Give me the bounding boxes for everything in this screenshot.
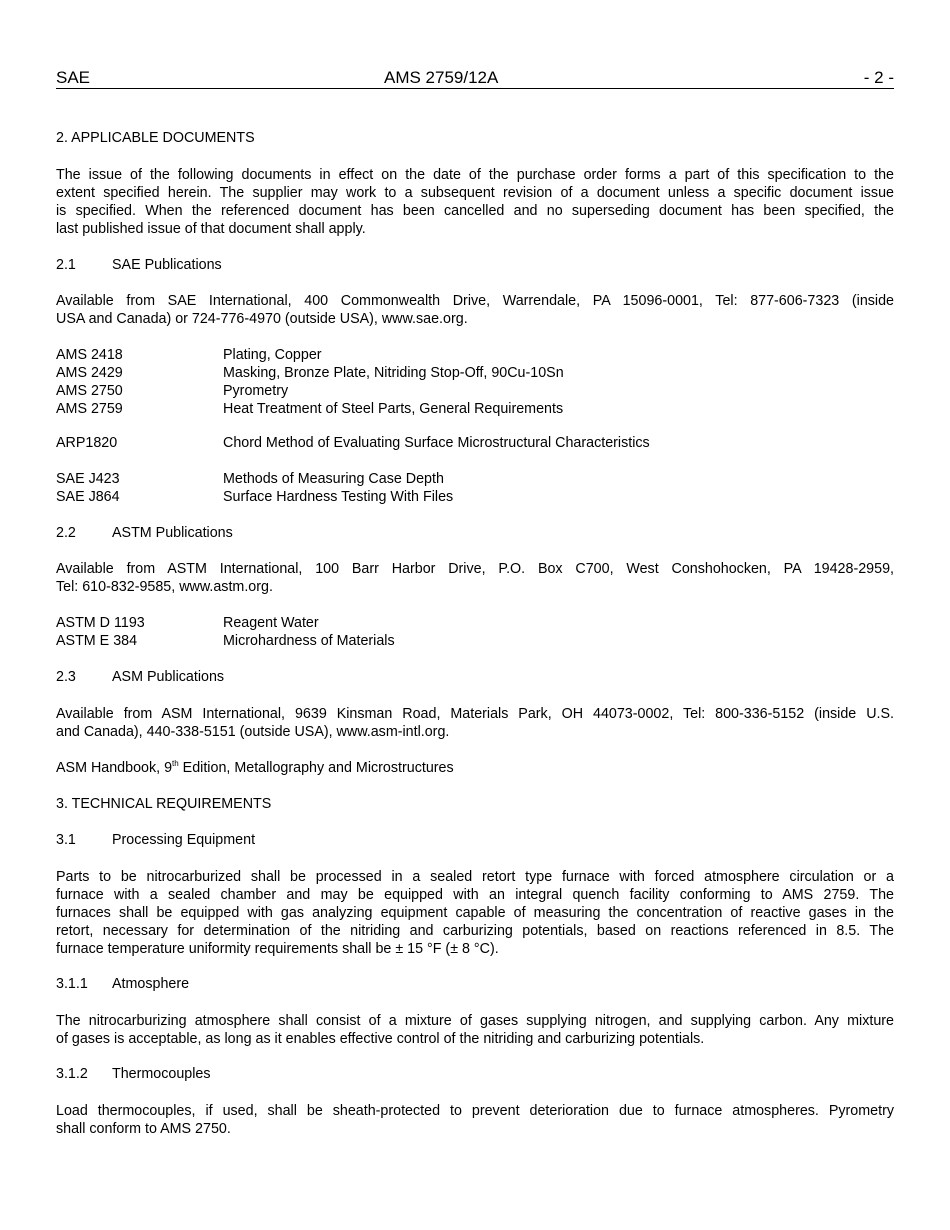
reference-title: Surface Hardness Testing With Files [223, 489, 454, 505]
reference-row [56, 382, 894, 400]
paragraph-line: Load thermocouples, if used, shall be sheath-protected to prevent deterioration due to furnace atmospheres. Pyrometry [56, 1103, 894, 1119]
section-number: 3.1.2 [56, 1066, 88, 1082]
paragraph-line: USA and Canada) or 724-776-4970 (outside USA), www.sae.org. [56, 311, 468, 327]
sae-reference-list [56, 346, 894, 418]
reference-code: AMS 2759 [56, 401, 123, 417]
section-number: 2.3 [56, 669, 76, 685]
handbook-text: Edition, Metallography and Microstructures [178, 760, 454, 776]
reference-row [56, 488, 894, 506]
reference-code: SAE J864 [56, 489, 120, 505]
reference-title: Plating, Copper [223, 347, 322, 363]
reference-row [56, 400, 894, 418]
sae-j-reference-list [56, 470, 894, 506]
section-title: ASM Publications [112, 669, 225, 685]
reference-title: Microhardness of Materials [223, 633, 395, 649]
section-3-1-paragraph [56, 868, 894, 958]
reference-row [56, 632, 894, 650]
section-number: 2.2 [56, 525, 76, 541]
paragraph-line: of gases is acceptable, as long as it enables effective control of the nitriding and carburizing potentials. [56, 1031, 705, 1047]
paragraph-line: last published issue of that document shall apply. [56, 221, 366, 237]
reference-code: ASTM D 1193 [56, 615, 145, 631]
reference-code: AMS 2750 [56, 383, 123, 399]
paragraph-line: and Canada), 440-338-5151 (outside USA), www.asm-intl.org. [56, 724, 450, 740]
paragraph-line: The nitrocarburizing atmosphere shall consist of a mixture of gases supplying nitrogen, and supplying carbon. Any mixture [56, 1013, 894, 1029]
section-2-2-heading [56, 524, 894, 542]
paragraph-line: The issue of the following documents in effect on the date of the purchase order forms a part of this specification to the [56, 167, 894, 183]
reference-title: Chord Method of Evaluating Surface Microstructural Characteristics [223, 435, 650, 451]
paragraph-line: Available from ASTM International, 100 Barr Harbor Drive, P.O. Box C700, West Conshohocken, PA 19428-2959, [56, 561, 894, 577]
section-3-heading: 3. TECHNICAL REQUIREMENTS [56, 796, 272, 812]
reference-code: AMS 2429 [56, 365, 123, 381]
section-2-1-heading [56, 256, 894, 274]
section-2-paragraph [56, 166, 894, 238]
header-org: SAE [56, 68, 91, 87]
section-number: 2.1 [56, 257, 76, 273]
section-number: 3.1 [56, 832, 76, 848]
paragraph-line: extent specified herein. The supplier may work to a subsequent revision of a document unless a specific document issue [56, 185, 894, 201]
section-2-1-paragraph [56, 292, 894, 328]
asm-handbook-reference [56, 759, 894, 777]
section-title: Atmosphere [112, 976, 190, 992]
section-2-3-heading [56, 668, 894, 686]
paragraph-line: shall conform to AMS 2750. [56, 1121, 231, 1137]
reference-code: SAE J423 [56, 471, 120, 487]
paragraph-line: furnace temperature uniformity requirements shall be ± 15 °F (± 8 °C). [56, 941, 499, 957]
paragraph-line: furnace with a sealed chamber and may be equipped with an integral quench facility conforming to AMS 2759. The [56, 887, 894, 903]
reference-title: Masking, Bronze Plate, Nitriding Stop-Off, 90Cu-10Sn [223, 365, 564, 381]
paragraph-line: Available from ASM International, 9639 Kinsman Road, Materials Park, OH 44073-0002, Tel: 800-336-5152 (inside U.S. [56, 706, 894, 722]
section-3-1-heading [56, 831, 894, 849]
header-page-number: - 2 - [863, 68, 894, 87]
paragraph-line: Tel: 610-832-9585, www.astm.org. [56, 579, 273, 595]
reference-code: ARP1820 [56, 435, 118, 451]
astm-reference-list [56, 614, 894, 650]
reference-title: Reagent Water [223, 615, 319, 631]
handbook-superscript: th [172, 759, 179, 768]
section-title: ASTM Publications [112, 525, 233, 541]
reference-row [56, 346, 894, 364]
section-3-1-2-paragraph [56, 1102, 894, 1138]
section-3-1-1-paragraph [56, 1012, 894, 1048]
page-header [56, 68, 894, 89]
paragraph-line: is specified. When the referenced document has been cancelled and no superseding document has been specified, the [56, 203, 894, 219]
reference-row [56, 470, 894, 488]
section-title: Processing Equipment [112, 832, 256, 848]
paragraph-line: retort, necessary for determination of the nitriding and carburizing potentials, based on reactions referenced in 8.5. The [56, 923, 894, 939]
section-title: SAE Publications [112, 257, 222, 273]
section-2-2-paragraph [56, 560, 894, 596]
reference-code: ASTM E 384 [56, 633, 138, 649]
reference-title: Heat Treatment of Steel Parts, General Requirements [223, 401, 564, 417]
section-3-1-2-heading [56, 1065, 894, 1083]
reference-row [56, 434, 894, 452]
section-title: Thermocouples [112, 1066, 211, 1082]
reference-code: AMS 2418 [56, 347, 123, 363]
header-doc-number: AMS 2759/12A [384, 68, 499, 87]
reference-row [56, 614, 894, 632]
section-2-heading: 2. APPLICABLE DOCUMENTS [56, 130, 255, 146]
reference-row [56, 364, 894, 382]
handbook-text: ASM Handbook, 9 [56, 760, 173, 776]
reference-title: Methods of Measuring Case Depth [223, 471, 444, 487]
paragraph-line: Parts to be nitrocarburized shall be processed in a sealed retort type furnace with forced atmosphere circulation or a [56, 869, 894, 885]
section-3-1-1-heading [56, 975, 894, 993]
reference-title: Pyrometry [223, 383, 289, 399]
section-number: 3.1.1 [56, 976, 88, 992]
section-2-3-paragraph [56, 705, 894, 741]
paragraph-line: furnaces shall be equipped with gas analyzing equipment capable of measuring the concentration of reactive gases in the [56, 905, 894, 921]
paragraph-line: Available from SAE International, 400 Commonwealth Drive, Warrendale, PA 15096-0001, Tel: 877-606-7323 (inside [56, 293, 894, 309]
